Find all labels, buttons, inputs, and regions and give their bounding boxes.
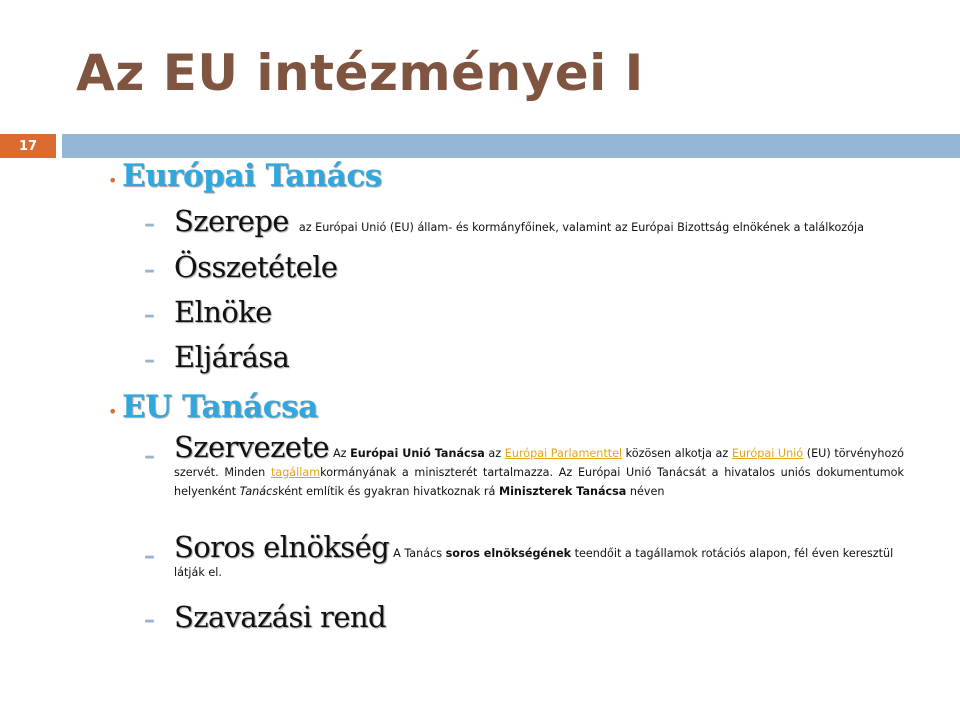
- item-note: Soros elnökség A Tanács soros elnökségének teendőit a tagállamok rotációs alapon, fél éven keresztül látják el.: [174, 530, 894, 579]
- item-label: Szerepe: [174, 204, 289, 238]
- item-label: Elnöke: [174, 295, 272, 329]
- dash-bullet-icon: –: [144, 608, 155, 633]
- item-label: Eljárása: [174, 340, 290, 374]
- section-heading-eu-council: • EU Tanácsa: [108, 389, 318, 425]
- item-note: Szervezete Az Európai Unió Tanácsa az Európai Parlamenttel közösen alkotja az Európai Unió (EU) törvényhozó szervét. Minden tagállamkormányának a miniszterét tartalmazza. Az Európai Unió Tanácsát a hivatalos uniós dokumentumok helyenként Tanácsként említik és gyakran hivatkoznak rá Miniszterek Tanácsa néven: [174, 430, 905, 498]
- dash-bullet-icon: –: [144, 348, 155, 373]
- dash-bullet-icon: –: [144, 303, 155, 328]
- section-heading-european-council: • Európai Tanács: [108, 158, 382, 194]
- list-item: [144, 204, 904, 238]
- list-item: [144, 600, 904, 634]
- list-item: [144, 250, 904, 284]
- list-item: [144, 430, 905, 501]
- bullet-icon: •: [108, 402, 118, 421]
- list-item: [144, 340, 904, 374]
- dash-bullet-icon: –: [144, 212, 155, 237]
- link-european-union[interactable]: Európai Unió: [731, 447, 804, 460]
- dash-bullet-icon: –: [144, 258, 155, 283]
- dash-bullet-icon: –: [144, 544, 155, 569]
- item-label: Szavazási rend: [174, 600, 386, 634]
- list-item: [144, 530, 904, 582]
- list-item: [144, 295, 904, 329]
- link-member-state[interactable]: tagállam: [270, 466, 321, 479]
- slide-number-badge: 17: [0, 134, 56, 158]
- dash-bullet-icon: –: [144, 444, 155, 469]
- item-label: Összetétele: [174, 250, 338, 284]
- item-note: az Európai Unió (EU) állam- és kormányfőinek, valamint az Európai Bizottság elnökének a találkozója: [298, 221, 864, 234]
- item-label: Szervezete: [174, 430, 329, 464]
- link-european-parliament[interactable]: Európai Parlamenttel: [504, 447, 623, 460]
- item-label: Soros elnökség: [174, 530, 390, 564]
- slide-title: Az EU intézményei I: [76, 44, 644, 102]
- bullet-icon: •: [108, 171, 118, 190]
